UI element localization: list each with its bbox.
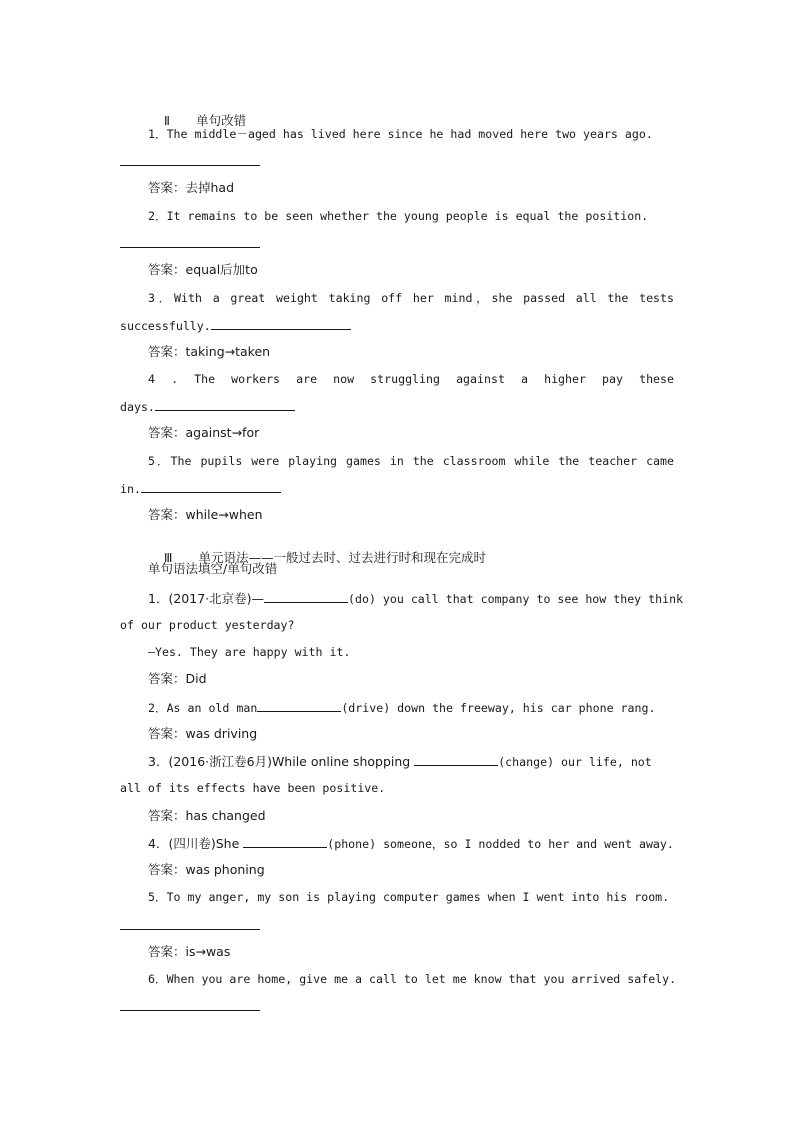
s3-q5-answer-blank <box>120 929 260 930</box>
s2-q4-answer: 答案：against→for <box>148 425 260 440</box>
s3-q4-blank <box>243 835 327 848</box>
s2-q3-text-line2: successfully. <box>120 317 351 334</box>
section-2-title: 单句改错 <box>196 113 247 128</box>
s2-q1-text: 1．The middle－aged has lived here since he had moved here two years ago. <box>148 127 653 141</box>
s2-q5-text-line2: in. <box>120 480 281 497</box>
s2-q2-answer-blank <box>120 247 260 248</box>
s3-q3-blank <box>414 753 498 766</box>
s2-q3-answer: 答案：taking→taken <box>148 344 271 359</box>
s2-q1-answer-blank <box>120 165 260 166</box>
s3-q4-line1: 4．(四川卷)She (phone) someone，so I nodded to her and went away. <box>148 836 674 851</box>
s3-q1-blank <box>264 590 348 603</box>
s3-q2-answer: 答案：was driving <box>148 726 258 741</box>
s3-q1-line2: of our product yesterday? <box>120 618 295 632</box>
s3-q2-line1: 2．As an old man (drive) down the freeway, his car phone rang. <box>148 701 656 715</box>
section-3-number: Ⅲ <box>163 550 173 565</box>
s3-q1-line3: —Yes. They are happy with it. <box>148 645 351 659</box>
s2-q3-answer-blank <box>211 317 351 330</box>
s3-q4-answer: 答案：was phoning <box>148 862 265 877</box>
s3-q3-answer: 答案：has changed <box>148 808 266 823</box>
s3-q5-answer: 答案：is→was <box>148 944 231 959</box>
section-3-subheading: 单句语法填空/单句改错 <box>148 561 278 576</box>
s3-q1-answer: 答案：Did <box>148 671 207 686</box>
s3-q6-answer-blank <box>120 1010 260 1011</box>
s2-q2-answer: 答案：equal后加to <box>148 262 258 277</box>
s2-q2-text: 2．It remains to be seen whether the young people is equal the position. <box>148 209 649 223</box>
section-3-title: 单元语法——一般过去时、过去进行时和现在完成时 <box>198 550 487 565</box>
s2-q4-text-line2: days. <box>120 398 295 415</box>
s2-q5-answer-blank <box>141 480 281 493</box>
s3-q3-line2: all of its effects have been positive. <box>120 781 386 795</box>
s2-q3-text-line1: 3．With a great weight taking off her mind，she passed all the tests <box>148 291 674 305</box>
s2-q5-answer: 答案：while→when <box>148 507 263 522</box>
s2-q4-text-line1: 4 . The workers are now struggling against a higher pay these <box>148 372 674 386</box>
s3-q3-line1: 3．(2016·浙江卷6月)While online shopping (change) our life, not <box>148 754 652 769</box>
section-2-number: Ⅱ <box>163 113 171 128</box>
s2-q1-answer: 答案：去掉had <box>148 180 235 195</box>
s3-q5-text: 5．To my anger, my son is playing computer games when I went into his room. <box>148 890 670 904</box>
s3-q2-blank <box>257 699 341 712</box>
s2-q5-text-line1: 5．The pupils were playing games in the classroom while the teacher came <box>148 454 674 468</box>
s2-q4-answer-blank <box>155 398 295 411</box>
s3-q1-line1: 1．(2017·北京卷)— (do) you call that company to see how they think <box>148 591 684 606</box>
s3-q6-text: 6．When you are home, give me a call to let me know that you arrived safely. <box>148 972 677 986</box>
